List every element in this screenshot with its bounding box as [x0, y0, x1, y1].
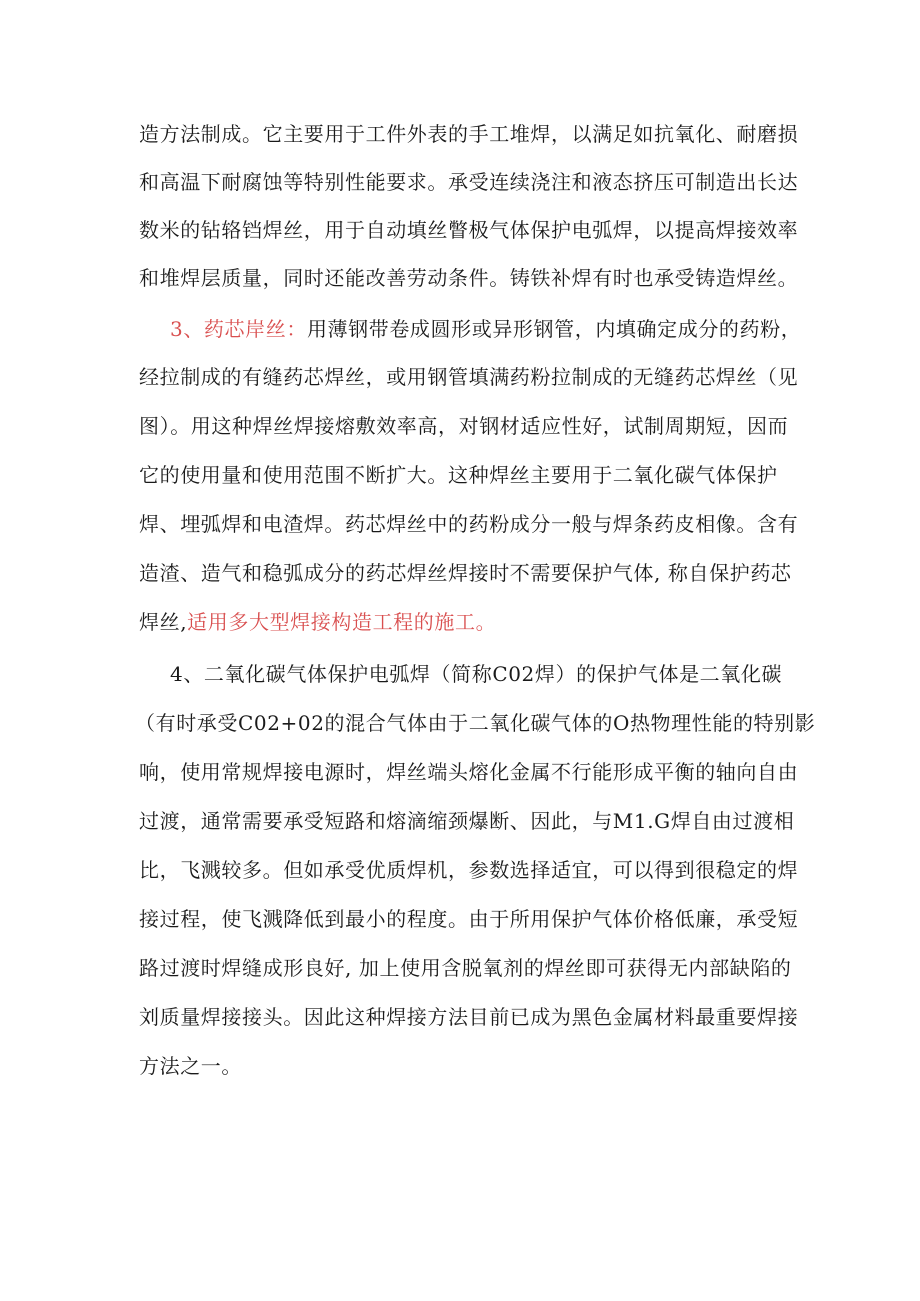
- para2-line-7: [139, 606, 496, 638]
- para1-line-1: 造方法制成。它主要用于工件外表的手工堆焊，以满足如抗氧化、耐磨损: [139, 122, 799, 146]
- para3-line-6: 接过程，使飞溅降低到最小的程度。由于所用保护气体价格低廉，承受短: [139, 907, 799, 931]
- para3-line-2: （有时承受C02+02的混合气体由于二氧化碳气体的O热物理性能的特别影: [135, 711, 816, 735]
- para2-line-4: 它的使用量和使用范围不断扩大。这种焊丝主要用于二氧化碳气体保护: [139, 463, 778, 487]
- para3-line-4: 过渡，通常需要承受短路和熔滴缩颈爆断、因此，与M1.G焊自由过渡相: [139, 809, 795, 833]
- para2-line-1: [170, 313, 801, 345]
- para3-line-8: 刘质量焊接接头。因此这种焊接方法目前已成为黑色金属材料最重要焊接: [139, 1005, 799, 1029]
- para3-line-7: 路过渡时焊缝成形良好, 加上使用含脱氧剂的焊丝即可获得无内部缺陷的: [139, 956, 792, 980]
- para2-line-7-start: 焊丝,: [139, 610, 188, 634]
- para2-line-3: 图）。用这种焊丝焊接熔敷效率高，对钢材适应性好，试制周期短，因而: [139, 414, 789, 438]
- para2-line-6: 造渣、造气和稳弧成分的药芯焊丝焊接时不需要保护气体, 称自保护药芯: [139, 561, 792, 585]
- para3-line-1: 4、二氧化碳气体保护电弧焊（简称C02焊）的保护气体是二氧化碳: [170, 662, 783, 686]
- para1-line-4: 和堆焊层质量，同时还能改善劳动条件。铸铁补焊有时也承受铸造焊丝。: [139, 266, 799, 290]
- para3-line-3: 响，使用常规焊接电源时，焊丝端头熔化金属不行能形成平衡的轴向自由: [139, 760, 799, 784]
- para3-line-5: 比，飞溅较多。但如承受优质焊机，参数选择适宜，可以得到很稳定的焊: [139, 858, 799, 882]
- para3-line-9: 方法之一。: [139, 1054, 242, 1078]
- para1-line-3: 数米的钻辂铛焊丝，用于自动填丝瞥极气体保护电弧焊，以提高焊接效率: [139, 218, 799, 242]
- highlighted-text: 适用多大型焊接构造工程的施工。: [187, 610, 497, 634]
- section-heading-flux-cored-wire: 3、药芯岸丝：: [170, 317, 307, 341]
- para2-line-5: 焊、埋弧焊和电渣焊。药芯焊丝中的药粉成分一般与焊条药皮相像。含有: [139, 512, 799, 536]
- para1-line-2: 和高温下耐腐蚀等特别性能要求。承受连续浇注和液态挤压可制造出长达: [139, 170, 799, 194]
- para2-line-1-text: 用薄钢带卷成圆形或异形钢管，内填确定成分的药粉，: [306, 317, 802, 341]
- para2-line-2: 经拉制成的有缝药芯焊丝，或用钢管填满药粉拉制成的无缝药芯焊丝（见: [139, 365, 799, 389]
